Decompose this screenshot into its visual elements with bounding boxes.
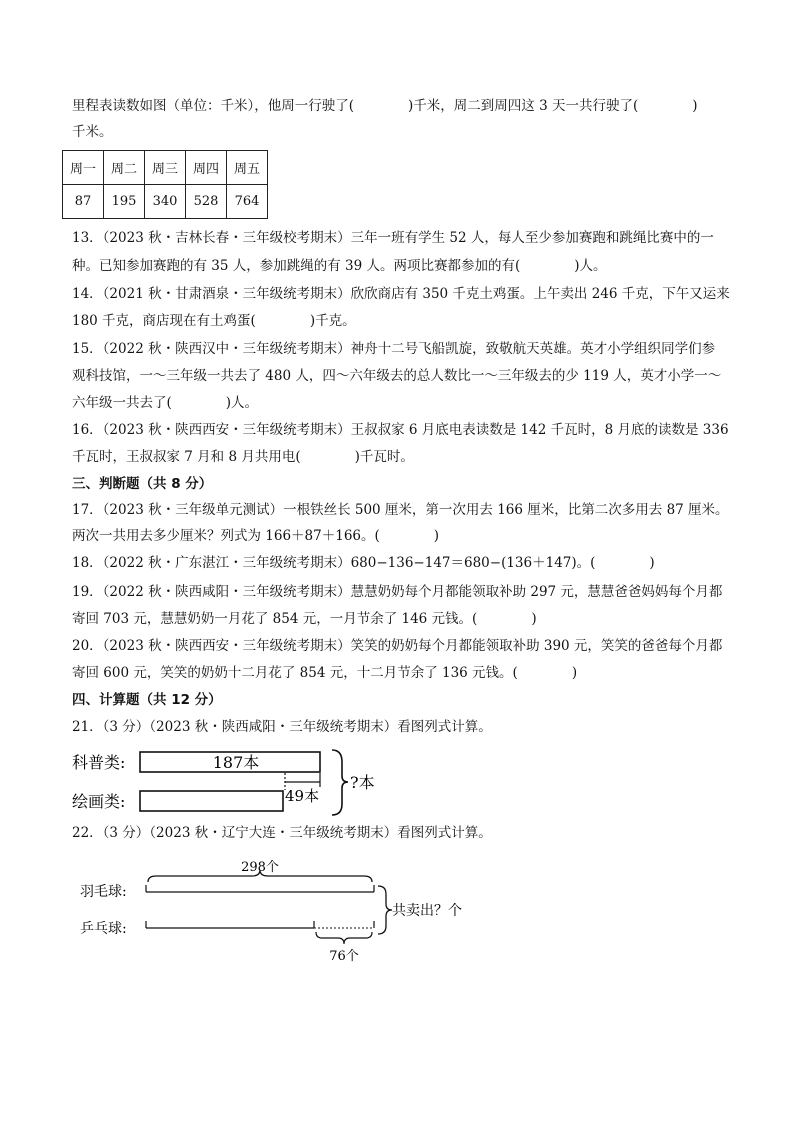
q15-line3: 六年级一共去了( )人。 xyxy=(72,395,259,411)
table-header-row xyxy=(63,151,268,185)
q14-line1: 14．（2021 秋・甘肃酒泉・三年级统考期末）欣欣商店有 350 千克土鸡蛋。上午卖出 246 千克，下午又运来 xyxy=(72,286,730,302)
table-value-cell: 528 xyxy=(186,185,227,219)
table-value-cell: 764 xyxy=(227,185,268,219)
q22-label-top: 羽毛球: xyxy=(80,884,127,900)
q21-label-top: 科普类: xyxy=(72,753,126,772)
q21-text: 21．（3 分）（2023 秋・陕西咸阳・三年级统考期末）看图列式计算。 xyxy=(72,719,492,735)
q17-line2: 两次一共用去多少厘米？列式为 166＋87＋166。( ) xyxy=(72,528,440,544)
table-header-cell: 周三 xyxy=(145,151,186,185)
table-value-cell: 195 xyxy=(104,185,145,219)
q15-line2: 观科技馆，一～三年级一共去了 480 人，四～六年级去的总人数比一～三年级去的少 119 人，英才小学一～ xyxy=(72,368,722,384)
q13-line1: 13．（2023 秋・吉林长春・三年级校考期末）三年一班有学生 52 人，每人至少参加赛跑和跳绳比赛中的一 xyxy=(72,230,714,246)
q22-bar-diagram xyxy=(0,852,794,967)
q17-line1: 17．（2023 秋・三年级单元测试）一根铁丝长 500 厘米，第一次用去 166 厘米，比第二次多用去 87 厘米。 xyxy=(72,502,729,518)
q21-label-bottom: 绘画类: xyxy=(72,792,126,811)
q14-line2: 180 千克，商店现在有土鸡蛋( )千克。 xyxy=(72,313,356,329)
section-3-heading: 三、判断题（共 8 分） xyxy=(72,476,213,492)
odometer-table xyxy=(62,150,268,219)
q21-value-top: 187本 xyxy=(212,753,260,772)
q22-diff-brace xyxy=(316,932,372,944)
q13-line2: 种。已知参加赛跑的有 35 人，参加跳绳的有 39 人。两项比赛都参加的有( )人。 xyxy=(72,258,607,274)
q16-line2: 千瓦时，王叔叔家 7 月和 8 月共用电( )千瓦时。 xyxy=(72,449,414,465)
section-4-heading: 四、计算题（共 12 分） xyxy=(72,692,222,708)
q22-value-diff: 76个 xyxy=(329,949,359,964)
q21-bar-bottom xyxy=(140,791,283,811)
q19-line2: 寄回 703 元，慧慧奶奶一月花了 854 元，一月节余了 146 元钱。( ) xyxy=(72,611,537,627)
q20-line2: 寄回 600 元，笑笑的奶奶十二月花了 854 元，十二月节余了 136 元钱。( ) xyxy=(72,665,578,681)
q22-total-brace xyxy=(378,886,392,934)
q16-line1: 16．（2023 秋・陕西西安・三年级统考期末）王叔叔家 6 月底电表读数是 142 千瓦时，8 月底的读数是 336 xyxy=(72,422,729,438)
q21-bar-diagram xyxy=(0,742,794,822)
q15-line1: 15．（2022 秋・陕西汉中・三年级统考期末）神舟十二号飞船凯旋，致敬航天英雄。英才小学组织同学们参 xyxy=(72,341,716,357)
q12-line2: 千米。 xyxy=(72,124,113,140)
q21-total: ?本 xyxy=(350,773,375,792)
q20-line1: 20．（2023 秋・陕西西安・三年级统考期末）笑笑的奶奶每个月都能领取补助 390 元，笑笑的爸爸每个月都 xyxy=(72,638,723,654)
q22-label-bottom: 乒乓球: xyxy=(80,921,127,937)
q21-value-diff: 49本 xyxy=(285,787,320,805)
q21-total-brace xyxy=(332,750,348,815)
q19-line1: 19．（2022 秋・陕西咸阳・三年级统考期末）慧慧奶奶每个月都能领取补助 297 元，慧慧爸爸妈妈每个月都 xyxy=(72,584,723,600)
table-header-cell: 周四 xyxy=(186,151,227,185)
q18-line: 18．（2022 秋・广东湛江・三年级统考期末）680−136−147＝680−(136＋147)。( ) xyxy=(72,555,655,571)
table-value-row xyxy=(63,185,268,219)
table-header-cell: 周五 xyxy=(227,151,268,185)
table-value-cell: 340 xyxy=(145,185,186,219)
table-header-cell: 周一 xyxy=(63,151,104,185)
q22-top-brace xyxy=(148,870,372,882)
q22-text: 22．（3 分）（2023 秋・辽宁大连・三年级统考期末）看图列式计算。 xyxy=(72,825,492,841)
q22-total: 共卖出？个 xyxy=(392,903,462,919)
table-header-cell: 周二 xyxy=(104,151,145,185)
q22-value-top: 298个 xyxy=(241,860,279,875)
q12-line1: 里程表读数如图（单位：千米），他周一行驶了( )千米，周二到周四这 3 天一共行驶了( ) xyxy=(72,98,698,114)
table-value-cell: 87 xyxy=(63,185,104,219)
